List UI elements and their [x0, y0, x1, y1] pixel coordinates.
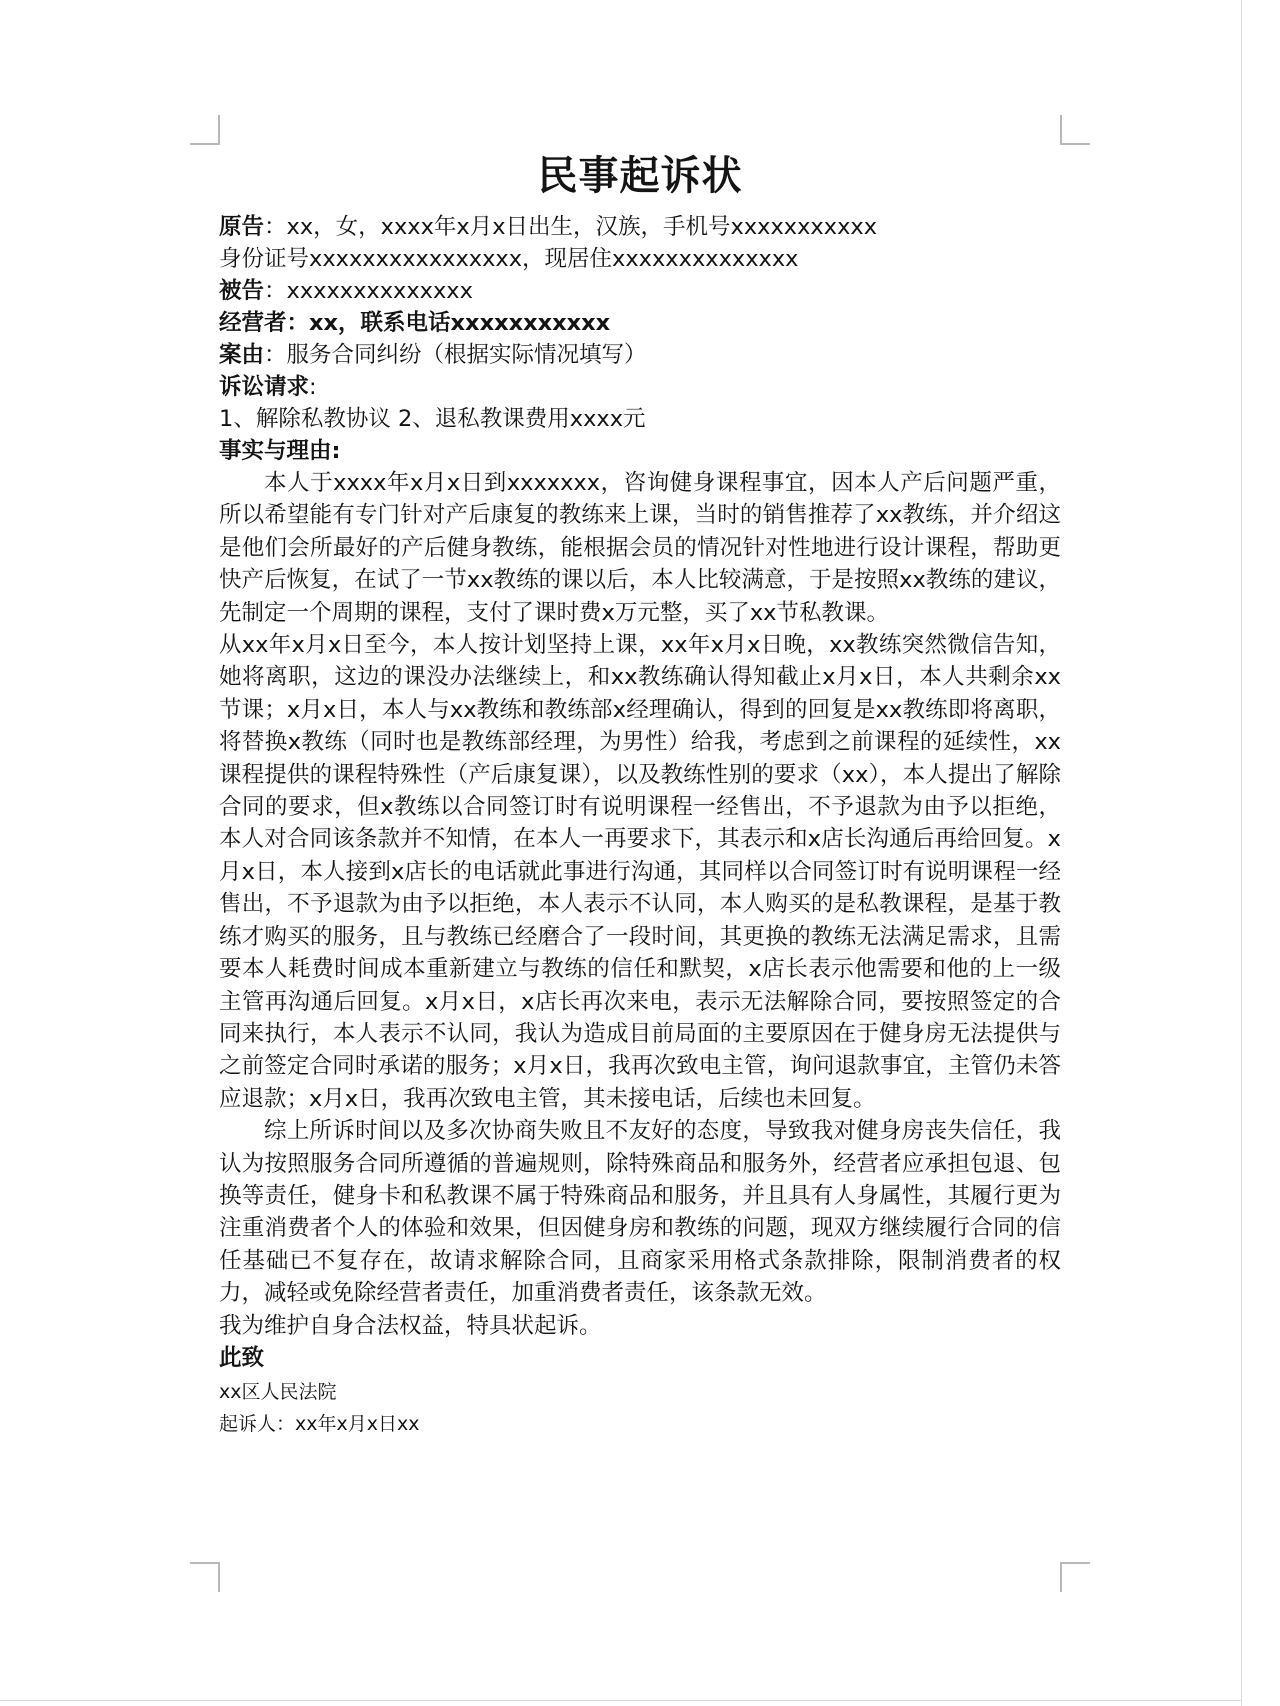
document-body [219, 211, 1061, 1440]
claims-heading-colon: : [309, 374, 317, 400]
facts-paragraph-1: 本人于xxxx年x月x日到xxxxxxx，咨询健身课程事宜，因本人产后问题严重，所以希望能有专门针对产后康复的教练来上课，当时的销售推荐了xx教练，并介绍这是他们会所最好的产后健身教练，能根据会员的情况针对性地进行设计课程，帮助更快产后恢复，在试了一节xx教练的课以后，本人比较满意，于是按照xx教练的建议，先制定一个周期的课程，支付了课时费x万元整，买了xx节私教课。 [219, 470, 1061, 626]
court-name: xx区人民法院 [219, 1380, 337, 1403]
crop-mark-bottom-right [1060, 1562, 1090, 1592]
operator-value: ：xx，联系电话xxxxxxxxxxx [286, 310, 611, 336]
defendant-label: 被告 [219, 278, 265, 304]
facts-paragraph-3: 综上所诉时间以及多次协商失败且不友好的态度，导致我对健身房丧失信任，我认为按照服务合同所遵循的普遍规则，除特殊商品和服务外，经营者应承担包退、包换等责任，健身卡和私教课不属于特殊商品和服务，并且具有人身属性，其履行更为注重消费者个人的体验和效果，但因健身房和教练的问题，现双方继续履行合同的信任基础已不复存在，故请求解除合同，且商家采用格式条款排除，限制消费者的权力，减轻或免除经营者责任，加重消费者责任，该条款无效。 [219, 1118, 1061, 1307]
plaintiff-label: 原告 [219, 214, 265, 240]
operator-line [219, 307, 1061, 339]
facts-paragraph-2: 从xx年x月x日至今，本人按计划坚持上课，xx年x月x日晚，xx教练突然微信告知，她将离职，这边的课没办法继续上，和xx教练确认得知截止x月x日，本人共剩余xx节课；x月x日，本人与xx教练和教练部x经理确认，得到的回复是xx教练即将离职，将替换x教练（同时也是教练部经理，为男性）给我，考虑到之前课程的延续性，xx课程提供的课程特殊性（产后康复课），以及教练性别的要求（xx），本人提出了解除合同的要求，但x教练以合同签订时有说明课程一经售出，不予退款为由予以拒绝，本人对合同该条款并不知情，在本人一再要求下，其表示和x店长沟通后再给回复。x月x日，本人接到x店长的电话就此事进行沟通，其同样以合同签订时有说明课程一经售出，不予退款为由予以拒绝，本人表示不认同，本人购买的是私教课程，是基于教练才购买的服务，且与教练已经磨合了一段时间，其更换的教练无法满足需求，且需要本人耗费时间成本重新建立与教练的信任和默契，x店长表示他需要和他的上一级主管再沟通后回复。x月x日，x店长再次来电，表示无法解除合同，要按照签定的合同来执行，本人表示不认同，我认为造成目前局面的主要原因在于健身房无法提供与之前签定合同时承诺的服务；x月x日，我再次致电主管，询问退款事宜，主管仍未答应退款；x月x日，我再次致电主管，其未接电话，后续也未回复。 [219, 632, 1061, 1112]
cause-line [219, 339, 1061, 371]
document-title: 民事起诉状 [537, 153, 743, 199]
crop-mark-top-right [1060, 115, 1090, 145]
plaintiff-line-2: 身份证号xxxxxxxxxxxxxxxx，现居住xxxxxxxxxxxxxx [219, 246, 799, 272]
operator-label: 经营者 [219, 310, 287, 336]
page-edge-right [1241, 0, 1242, 1706]
facts-paragraph-4: 我为维护自身合法权益，特具状起诉。 [219, 1312, 602, 1339]
signer-line: 起诉人：xx年x月x日xx [219, 1412, 420, 1435]
plaintiff-info: ：xx，女，xxxx年x月x日出生，汉族，手机号xxxxxxxxxxx [264, 214, 878, 240]
claims-items: 1、解除私教协议 2、退私教课费用xxxx元 [219, 406, 646, 432]
claims-heading-text: 诉讼请求 [219, 374, 310, 400]
plaintiff-line-1 [219, 211, 1061, 243]
defendant-value: ：xxxxxxxxxxxxxx [264, 278, 473, 304]
claims-heading [219, 371, 1061, 403]
cause-label: 案由 [219, 342, 265, 368]
crop-mark-bottom-left [190, 1562, 220, 1592]
facts-heading: 事实与理由: [219, 438, 341, 464]
page-edge-bottom [0, 1700, 1242, 1701]
closing-salute: 此致 [219, 1344, 265, 1371]
crop-mark-top-left [190, 115, 220, 145]
cause-value: ：服务合同纠纷（根据实际情况填写） [264, 342, 647, 368]
defendant-line [219, 275, 1061, 307]
